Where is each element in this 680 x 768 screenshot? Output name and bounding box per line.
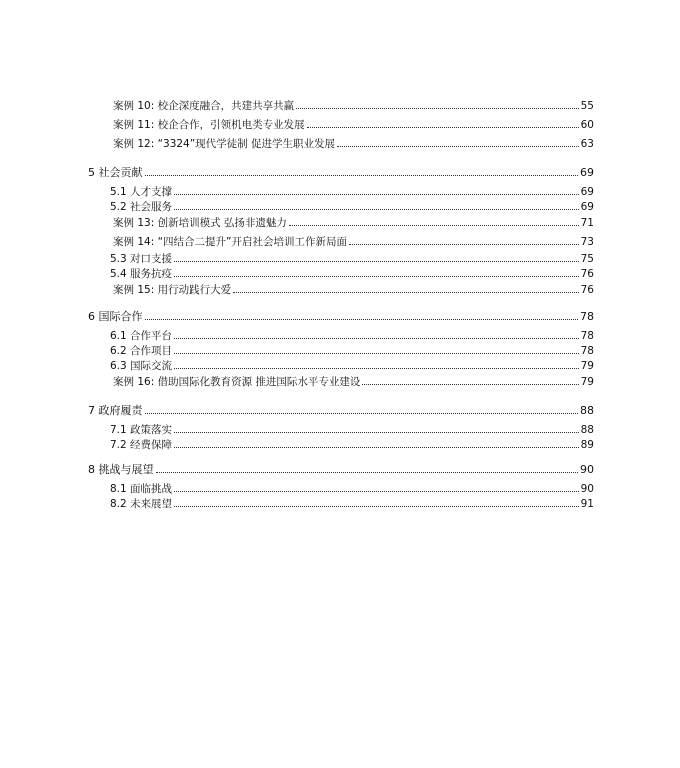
dot-leader [307,127,579,128]
dot-leader [174,194,579,195]
dot-leader [145,175,579,176]
toc-entry-case-15[interactable] [113,282,594,296]
toc-entry-title: 5.3 对口支援 [110,253,173,265]
toc-entry-page: 75 [580,253,594,265]
toc-entry-chapter-5[interactable] [88,165,594,179]
toc-entry-page: 79 [580,360,594,372]
toc-entry-title: 案例 14: “四结合二提升”开启社会培训工作新局面 [113,236,347,248]
toc-entry-page: 78 [580,330,594,342]
toc-entry-title: 8.2 未来展望 [110,498,173,510]
toc-entry-title: 5.1 人才支撑 [110,186,173,198]
toc-entry-case-14[interactable] [113,234,594,248]
toc-entry-title: 5 社会贡献 [88,166,143,179]
toc-entry-section-6-3[interactable] [110,358,594,372]
dot-leader [174,261,579,262]
toc-entry-title: 6.2 合作项目 [110,345,173,357]
dot-leader [174,368,579,369]
dot-leader [145,413,579,414]
toc-entry-page: 78 [580,310,594,323]
toc-entry-case-16[interactable] [113,374,594,388]
toc-entry-title: 5.2 社会服务 [110,201,173,213]
toc-entry-section-8-1[interactable] [110,481,594,495]
dot-leader [349,244,579,245]
dot-leader [174,491,579,492]
toc-entry-page: 69 [580,201,594,213]
toc-entry-page: 76 [580,284,594,296]
toc-entry-page: 90 [580,483,594,495]
toc-entry-case-11[interactable] [113,117,594,131]
toc-entry-title: 6.3 国际交流 [110,360,173,372]
toc-entry-title: 7.1 政策落实 [110,424,173,436]
toc-entry-case-13[interactable] [113,215,594,229]
dot-leader [174,209,579,210]
dot-leader [174,432,579,433]
dot-leader [145,319,579,320]
toc-entry-section-5-1[interactable] [110,184,594,198]
toc-entry-page: 88 [580,404,594,417]
toc-entry-chapter-8[interactable] [88,462,594,476]
toc-entry-title: 案例 10: 校企深度融合，共建共享共赢 [113,100,295,112]
toc-entry-title: 案例 15: 用行动践行大爱 [113,284,232,296]
toc-entry-page: 69 [580,186,594,198]
dot-leader [174,353,579,354]
dot-leader [156,472,579,473]
toc-entry-title: 5.4 服务抗疫 [110,268,173,280]
toc-entry-title: 6 国际合作 [88,310,143,323]
toc-entry-title: 案例 16: 借助国际化教育资源 推进国际水平专业建设 [113,376,361,388]
toc-entry-page: 76 [580,268,594,280]
dot-leader [174,338,579,339]
toc-entry-chapter-6[interactable] [88,309,594,323]
toc-entry-section-7-2[interactable] [110,437,594,451]
toc-entry-page: 71 [580,217,594,229]
toc-entry-section-8-2[interactable] [110,496,594,510]
dot-leader [174,276,579,277]
toc-entry-page: 69 [580,166,594,179]
toc-entry-page: 63 [580,138,594,150]
toc-entry-title: 7.2 经费保障 [110,439,173,451]
toc-entry-title: 案例 13: 创新培训模式 弘扬非遗魅力 [113,217,287,229]
dot-leader [174,447,579,448]
toc-entry-title: 8 挑战与展望 [88,463,154,476]
toc-entry-section-6-1[interactable] [110,328,594,342]
dot-leader [362,384,578,385]
toc-entry-page: 55 [580,100,594,112]
dot-leader [289,225,579,226]
dot-leader [296,108,579,109]
toc-entry-title: 7 政府履责 [88,404,143,417]
toc-entry-page: 73 [580,236,594,248]
toc-entry-case-12[interactable] [113,136,594,150]
toc-entry-page: 88 [580,424,594,436]
toc-entry-title: 案例 11: 校企合作，引领机电类专业发展 [113,119,305,131]
toc-entry-page: 89 [580,439,594,451]
toc-entry-section-5-3[interactable] [110,251,594,265]
toc-entry-section-6-2[interactable] [110,343,594,357]
toc-entry-page: 79 [580,376,594,388]
toc-entry-section-7-1[interactable] [110,422,594,436]
toc-entry-page: 91 [580,498,594,510]
toc-entry-page: 60 [580,119,594,131]
toc-entry-title: 6.1 合作平台 [110,330,173,342]
toc-entry-page: 78 [580,345,594,357]
toc-entry-title: 案例 12: “3324”现代学徒制 促进学生职业发展 [113,138,336,150]
toc-entry-section-5-4[interactable] [110,266,594,280]
dot-leader [174,506,579,507]
toc-entry-case-10[interactable] [113,98,594,112]
toc-entry-title: 8.1 面临挑战 [110,483,173,495]
dot-leader [337,146,579,147]
toc-entry-section-5-2[interactable] [110,199,594,213]
toc-entry-chapter-7[interactable] [88,403,594,417]
dot-leader [233,292,579,293]
toc-entry-page: 90 [580,463,594,476]
